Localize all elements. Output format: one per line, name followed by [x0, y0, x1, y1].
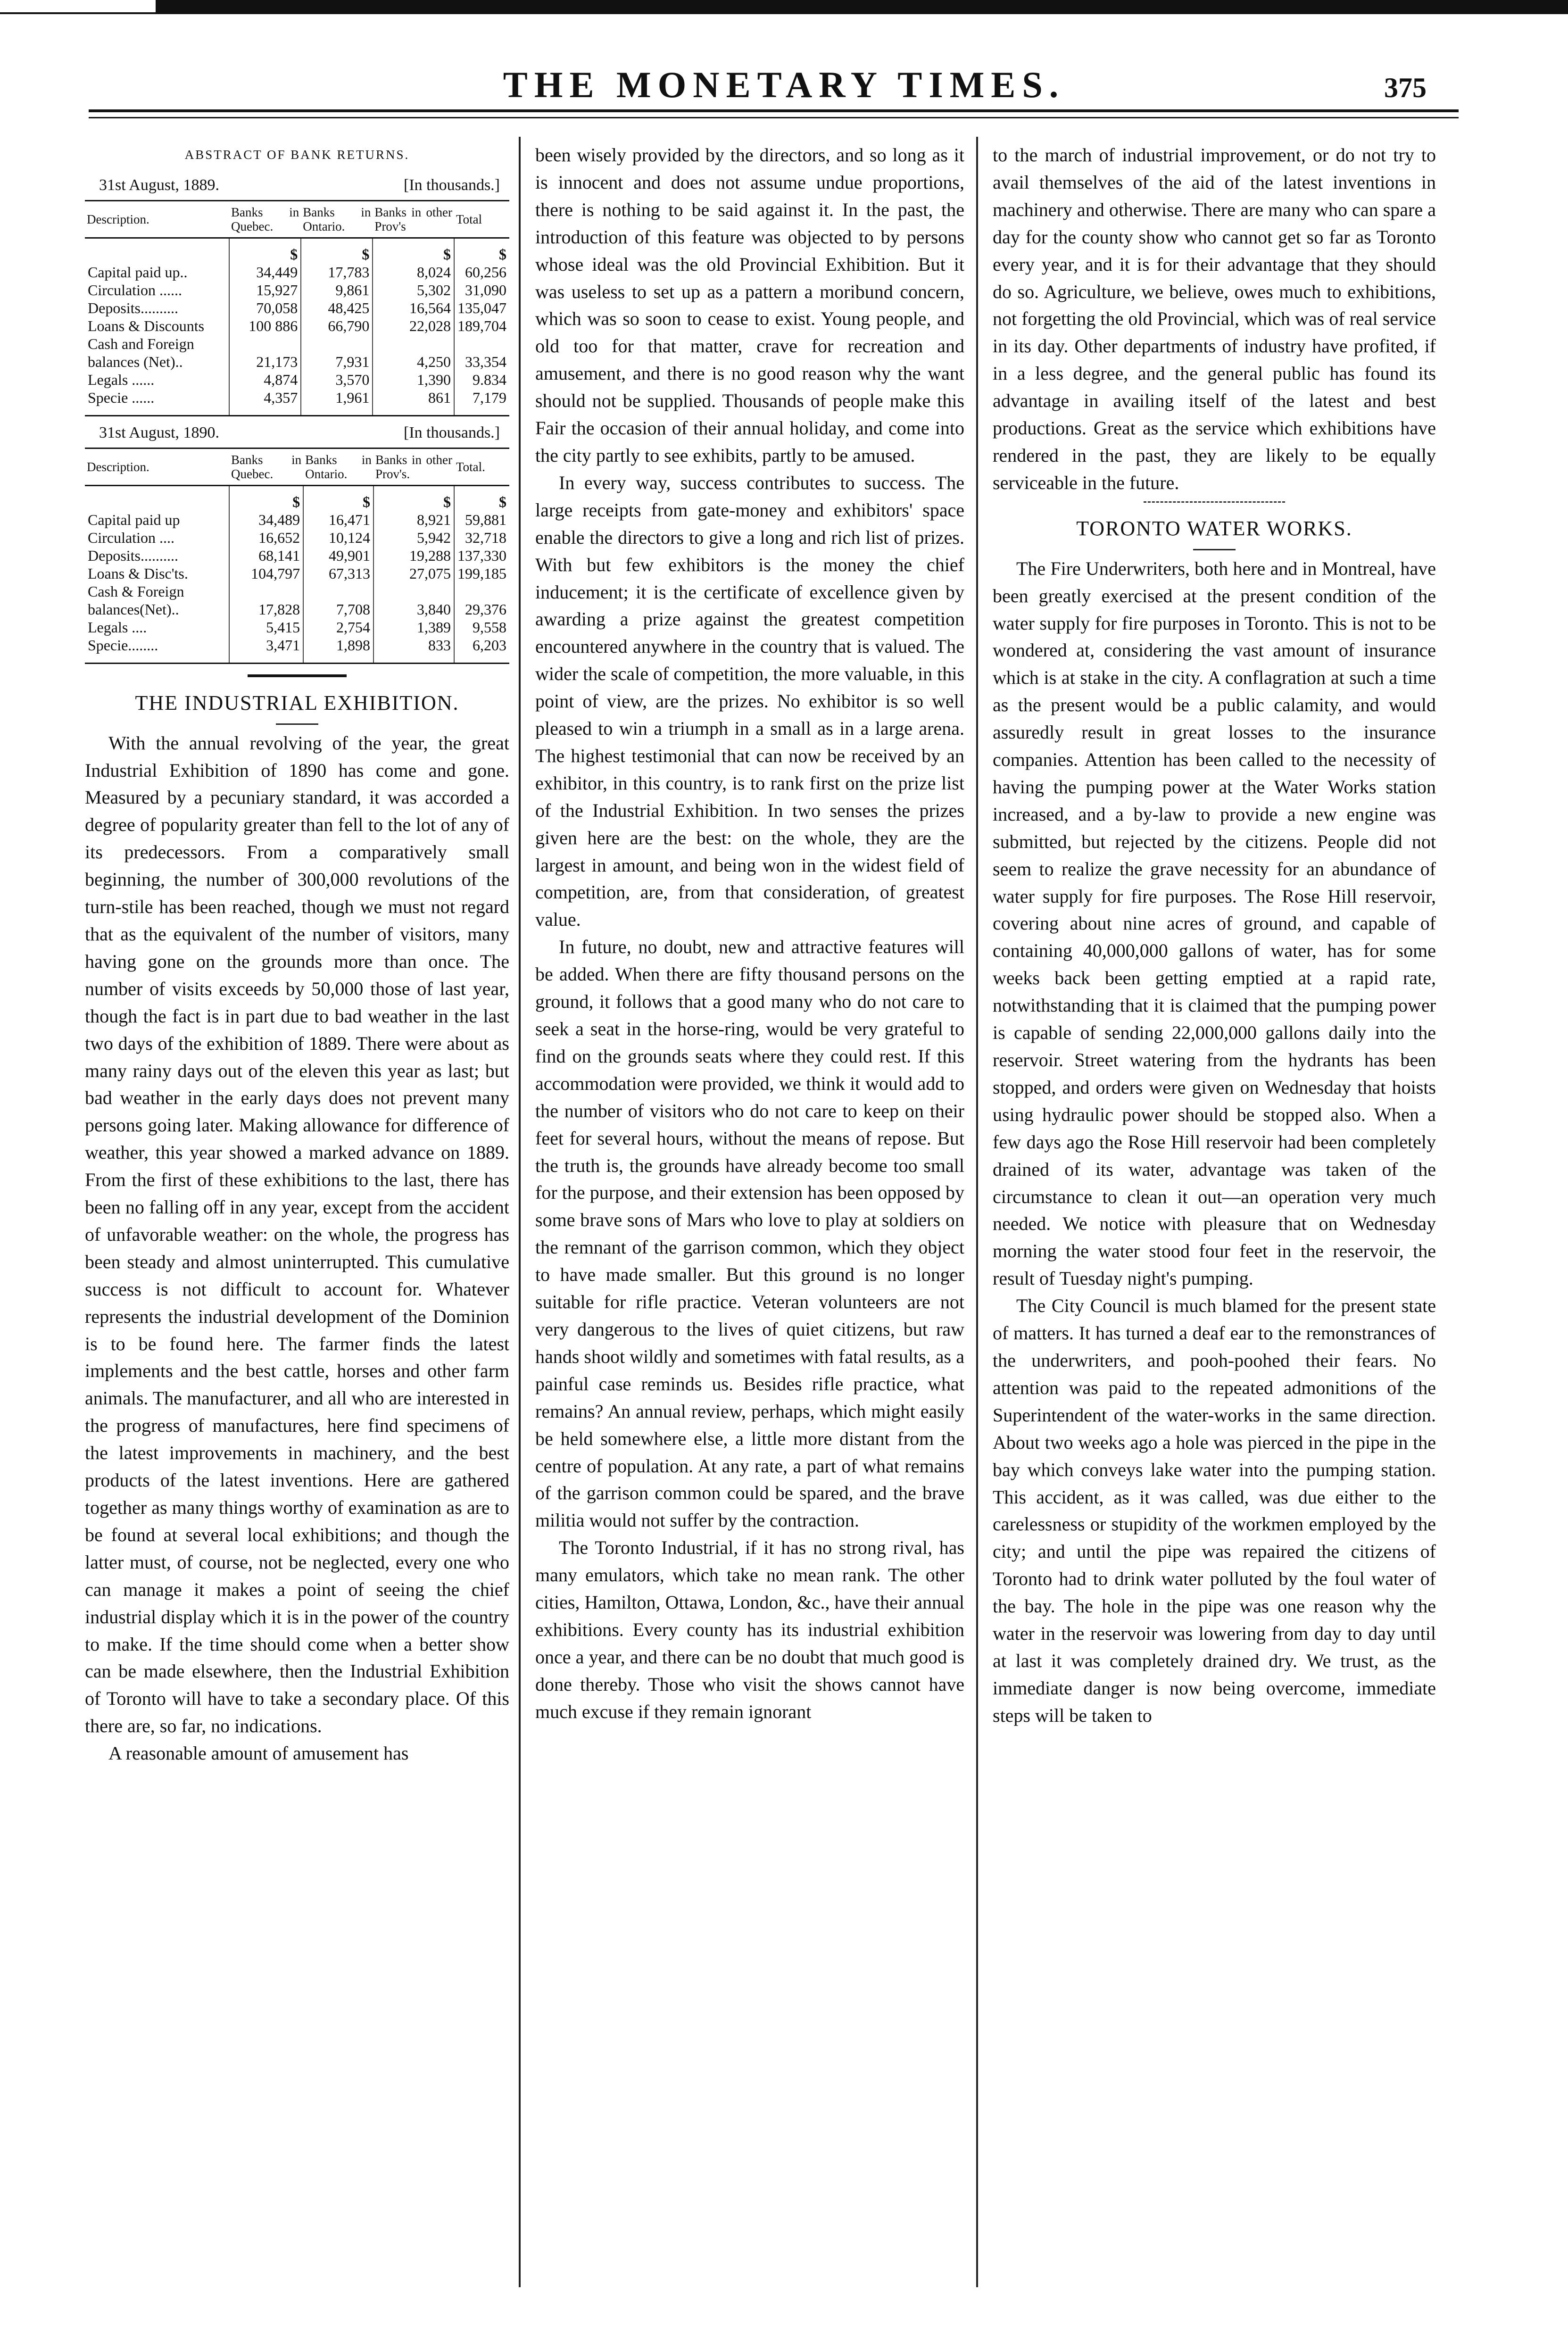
column-header: Total.: [454, 448, 509, 485]
currency-symbol: [85, 238, 229, 263]
article-paragraph: The Fire Underwriters, both here and in Montreal, have been greatly exercised at the present condition of the water supply for fire purposes in Toronto. This is not to be wondered at, considering the vast amount of insurance which is at stake in the city. A conflagration at such a time as the present would be a public calamity, and would assuredly result in great losses to the insurance companies. Attention has been called to the necessity of having the pumping power at the Water Works station increased, and a by-law to provide a new engine was submitted, but rejected by the citizens. People did not seem to realize the grave necessity for an abundance of water supply for fire purposes. The Rose Hill reservoir, covering about nine acres of ground, and capable of containing 40,000,000 gallons of water, has for some weeks back been getting emptied at a rapid rate, notwithstanding that it is claimed that the pumping power is capable of sending 22,000,000 gallons daily into the reservoir. Street watering from the hydrants has been stopped, and orders were given on Wednesday that hoists using hydraulic power should be stopped also. When a few days ago the Rose Hill reservoir had been completely drained of its water, advantage was taken of the circumstance to clean it out—an operation very much needed. We notice with pleasure that on Wednesday morning the water stood four feet in the reservoir, the result of Tuesday night's pumping.: [993, 557, 1436, 1289]
column-separator-2: [976, 137, 978, 2287]
row-label: Specie........: [85, 636, 229, 664]
article-paragraph: been wisely provided by the directors, and so long as it is innocent and does not assume undue proportions, there is nothing to be said against it. In the past, the introduction of this feature was objected to by persons whose ideal was the old Provincial Exhibition. But it was useless to set up as a pattern a moribund concern, which was so soon to cease to exist. Young people, and old too for that matter, crave for recreation and amusement, and there is no good reason why the want should not be supplied. Thousands of people make this Fair the occasion of their annual holiday, and come into the city partly to see exhibits, partly to be amused.: [535, 144, 964, 466]
column-2: [535, 141, 964, 1726]
table-cell: 5,302: [373, 281, 454, 299]
row-label: Capital paid up: [88, 511, 180, 528]
bank-returns-table-1889: [85, 200, 509, 416]
table-cell: 34,489: [229, 511, 303, 529]
table-cell: 3,471: [229, 636, 303, 664]
table-row: [85, 389, 509, 416]
article-paragraph: A reasonable amount of amusement has: [108, 1743, 409, 1764]
table-1890-dateline: [85, 419, 509, 447]
table-cell: 3,570: [301, 371, 373, 389]
table-row: [85, 281, 509, 299]
top-border: [0, 0, 1568, 14]
row-label: Circulation ....: [88, 529, 174, 546]
table-cell: 7,931: [301, 353, 373, 371]
table-cell: 4,874: [229, 371, 301, 389]
row-label: balances (Net)..: [88, 353, 183, 370]
table-row: [85, 371, 509, 389]
table-cell: [454, 582, 509, 600]
table-row: [85, 299, 509, 317]
table-cell: 7,179: [454, 389, 509, 416]
table-cell: 68,141: [229, 547, 303, 564]
row-label: Cash and Foreign: [88, 335, 194, 352]
table-cell: [229, 582, 303, 600]
table-cell: [373, 582, 454, 600]
currency-symbol: $: [454, 238, 509, 263]
table-cell: 49,901: [303, 547, 373, 564]
table-cell: 861: [373, 389, 454, 416]
table-cell: [454, 335, 509, 353]
currency-symbol: [85, 485, 229, 511]
page-number: 375: [1384, 72, 1427, 103]
top-border-gap: [0, 0, 156, 12]
row-label: balances(Net)..: [88, 600, 179, 618]
table-cell: 4,250: [373, 353, 454, 371]
article-heading-industrial-exhibition: THE INDUSTRIAL EXHIBITION.: [135, 691, 459, 714]
masthead-title: THE MONETARY TIMES.: [503, 64, 1065, 105]
table-cell: 48,425: [301, 299, 373, 317]
article-paragraph: In future, no doubt, new and attractive features will be added. When there are fifty thousand persons on the ground, it follows that a good many who do not care to seek a seat in the horse-ring, would be very grateful to find on the grounds seats where they could rest. If this accommodation were provided, we think it would add to the number of visitors who do not care to keep on their feet for several hours, without the means of repose. But the truth is, the grounds have already become too small for the purpose, and their extension has been opposed by some brave sons of Mars who love to play at soldiers on the remnant of the garrison common, which they object to have made smaller. But this ground is no longer suitable for rifle practice. Veteran volunteers are not very dangerous to the lives of quiet citizens, but raw hands shoot wildly and sometimes with fatal results, as a painful case reminds us. Besides rifle practice, what remains? An annual review, perhaps, which might easily be held somewhere else, a little more distant from the centre of population. At any rate, a part of what remains of the garrison common could be spared, and the brave militia would not suffer by the contraction.: [535, 936, 964, 1531]
abstract-title: ABSTRACT OF BANK RETURNS.: [184, 148, 410, 162]
table-row: [85, 618, 509, 636]
table-row: [85, 636, 509, 664]
row-label: Loans & Disc'ts.: [88, 564, 188, 582]
table-row: [85, 529, 509, 547]
table-cell: 60,256: [454, 263, 509, 281]
currency-symbol: $: [301, 238, 373, 263]
heading-underline: [276, 723, 318, 725]
table-cell: 31,090: [454, 281, 509, 299]
table-cell: 3,840: [373, 600, 454, 618]
table-cell: 199,185: [454, 564, 509, 582]
header-rule-thin: [89, 117, 1459, 118]
article-paragraph: The Toronto Industrial, if it has no strong rival, has many emulators, which take no mean rank. The other cities, Hamilton, Ottawa, London, &c., have their annual exhibitions. Every county has its industrial exhibition once a year, and there can be no doubt that much good is done thereby. Those who visit the shows cannot have much excuse if they remain ignorant: [535, 1537, 964, 1722]
table-cell: 5,942: [373, 529, 454, 547]
table-cell: 15,927: [229, 281, 301, 299]
currency-symbol: $: [229, 485, 303, 511]
table-row: [85, 335, 509, 353]
table-cell: 27,075: [373, 564, 454, 582]
table-cell: [301, 335, 373, 353]
column-header: Banks in Quebec.: [229, 448, 303, 485]
table-cell: 29,376: [454, 600, 509, 618]
table-cell: 9.834: [454, 371, 509, 389]
row-label: Legals ......: [88, 371, 155, 388]
table-1889-dateline: [85, 172, 509, 199]
table-cell: 7,708: [303, 600, 373, 618]
table-cell: 1,389: [373, 618, 454, 636]
table-cell: [303, 582, 373, 600]
row-label: Loans & Discounts: [88, 317, 205, 334]
row-label: Capital paid up..: [88, 263, 188, 281]
table-1890-date: 31st August, 1890.: [99, 423, 220, 441]
table-cell: 70,058: [229, 299, 301, 317]
row-label: Deposits..........: [88, 547, 178, 564]
table-cell: 833: [373, 636, 454, 664]
table-cell: 1,898: [303, 636, 373, 664]
column-1: [85, 141, 509, 1767]
table-cell: 19,288: [373, 547, 454, 564]
table-cell: 8,024: [373, 263, 454, 281]
column-header-description: Description.: [85, 448, 229, 485]
table-cell: 66,790: [301, 317, 373, 335]
table-cell: 22,028: [373, 317, 454, 335]
article-paragraph: In every way, success contributes to success. The large receipts from gate-money and exhibitors' space enable the directors to give a long and rich list of prizes. With but few exhibitors is the money the chief inducement; it is the certificate of excellence given by awarding a prize against the greatest competition encountered anywhere in the country that is valued. The wider the scale of competition, the more valuable, in this point of view, are the prizes. No exhibitor is so well pleased to win a triumph in a small as in a large arena. The highest testimonial that can now be received by an exhibitor, in this country, is to rank first on the prize list of the Industrial Exhibition. In two senses the prizes given here are the best: on the whole, they are the largest in amount, and being won in the widest field of competition, are, from that consideration, of greatest value.: [535, 472, 964, 930]
table-cell: 5,415: [229, 618, 303, 636]
table-row: [85, 511, 509, 529]
column-header: Banks in other Prov's: [373, 200, 454, 238]
column-header: Total: [454, 200, 509, 238]
column-header: Banks in Ontario.: [301, 200, 373, 238]
column-separator-1: [519, 137, 521, 2287]
article-paragraph: The City Council is much blamed for the present state of matters. It has turned a deaf ear to the remonstrances of the underwriters, and pooh-poohed their fears. No attention was paid to the repeated admonitions of the Superintendent of the water-works in the same direction. About two weeks ago a hole was pierced in the pipe in the bay which conveys lake water into the pumping station. This accident, as it was called, was due either to the carelessness or stupidity of the workmen employed by the city; and until the pipe was repaired the citizens of Toronto had to drink water polluted by the foul water of the bay. The hole in the pipe was one reason why the water in the reservoir was lowering from day to day until at last it was completely drained dry. We trust, as the immediate danger is now being overcome, immediate steps will be taken to: [993, 1295, 1436, 1726]
currency-row: [85, 485, 509, 511]
table-1889-unit: [In thousands.]: [404, 176, 500, 194]
row-label: Cash & Foreign: [88, 582, 184, 600]
table-cell: 59,881: [454, 511, 509, 529]
table-row: [85, 582, 509, 600]
article-paragraph: With the annual revolving of the year, the great Industrial Exhibition of 1890 has come and gone. Measured by a pecuniary standard, it was accorded a degree of popularity greater than fell to the lot of any of its predecessors. From a comparatively small beginning, the number of 300,000 revolutions of the turn-stile has been reached, though we must not regard that as the equivalent of the number of visitors, many having gone on the grounds more than once. The number of visits exceeds by 50,000 those of last year, though the fact is in part due to bad weather in the last two days of the exhibition of 1889. There were about as many rainy days out of the eleven this year as last; but bad weather in the early days does not prevent many persons going later. Making allowance for difference of weather, this year showed a marked advance on 1889. From the first of these exhibitions to the last, there has been no falling off in any year, except from the accident of unfavorable weather: on the whole, the progress has been steady and almost uninterrupted. This cumulative success is not difficult to account for. Whatever represents the industrial development of the Dominion is to be found here. The farmer finds the latest implements and the best cattle, horses and other farm animals. The manufacturer, and all who are interested in the progress of manufactures, here find specimens of the latest improvements in machinery, and the best products of the latest inventions. Here are gathered together as many things worthy of examination as are to be found at several local exhibitions; and though the latter must, of course, not be neglected, every one who can manage it makes a point of seeing the chief industrial display which it is in the power of the country to make. If the time should come when a better show can be made elsewhere, then the Industrial Exhibition of Toronto will have to take a secondary place. Of this there are, so far, no indications.: [85, 732, 509, 1737]
table-row: [85, 353, 509, 371]
table-cell: 1,961: [301, 389, 373, 416]
table-cell: 16,564: [373, 299, 454, 317]
table-cell: 21,173: [229, 353, 301, 371]
table-cell: 16,471: [303, 511, 373, 529]
table-cell: 2,754: [303, 618, 373, 636]
table-cell: 4,357: [229, 389, 301, 416]
table-cell: 6,203: [454, 636, 509, 664]
table-cell: 34,449: [229, 263, 301, 281]
table-row: [85, 263, 509, 281]
table-cell: 104,797: [229, 564, 303, 582]
table-cell: [373, 335, 454, 353]
currency-symbol: $: [373, 485, 454, 511]
table-cell: 135,047: [454, 299, 509, 317]
table-cell: 33,354: [454, 353, 509, 371]
article-paragraph: to the march of industrial improvement, or do not try to avail themselves of the aid of the latest inventions in machinery and otherwise. There are many who can spare a day for the county show who cannot get so far as Toronto every year, and it is for their advantage that they should do so. Agriculture, we believe, owes much to exhibitions, not forgetting the old Provincial, which was of real service in its day. Other departments of industry have profited, if in a less degree, and the general public has found its advantage in availing itself of the latest and best productions. Great as the service which exhibitions have rendered in the past, they are likely to be equally serviceable in the future.: [993, 144, 1436, 493]
table-cell: 32,718: [454, 529, 509, 547]
row-label: Legals ....: [88, 618, 147, 636]
currency-symbol: $: [454, 485, 509, 511]
currency-symbol: $: [373, 238, 454, 263]
table-cell: 10,124: [303, 529, 373, 547]
section-divider: [1144, 501, 1285, 503]
row-label: Circulation ......: [88, 281, 182, 299]
table-row: [85, 600, 509, 618]
table-cell: 17,828: [229, 600, 303, 618]
header-rule-thick: [89, 109, 1459, 112]
heading-underline: [1193, 549, 1236, 550]
table-cell: 137,330: [454, 547, 509, 564]
currency-symbol: $: [229, 238, 301, 263]
column-header-description: Description.: [85, 200, 229, 238]
column-header: Banks in Ontario.: [303, 448, 373, 485]
column-header: Banks in other Prov's.: [373, 448, 454, 485]
table-cell: 9,558: [454, 618, 509, 636]
bank-returns-table-1890: [85, 448, 509, 664]
table-cell: [229, 335, 301, 353]
table-cell: 16,652: [229, 529, 303, 547]
currency-row: [85, 238, 509, 263]
table-cell: 1,390: [373, 371, 454, 389]
table-row: [85, 564, 509, 582]
table-cell: 100 886: [229, 317, 301, 335]
section-divider: [248, 674, 347, 677]
table-1889-date: 31st August, 1889.: [99, 176, 220, 194]
article-heading-toronto-water-works: TORONTO WATER WORKS.: [1076, 516, 1352, 540]
table-cell: 189,704: [454, 317, 509, 335]
table-1890-unit: [In thousands.]: [404, 423, 500, 441]
table-cell: 8,921: [373, 511, 454, 529]
row-label: Specie ......: [85, 389, 229, 416]
table-cell: 67,313: [303, 564, 373, 582]
row-label: Deposits..........: [88, 299, 178, 316]
column-header: Banks in Quebec.: [229, 200, 301, 238]
table-row: [85, 547, 509, 564]
table-row: [85, 317, 509, 335]
table-cell: 17,783: [301, 263, 373, 281]
column-3: [993, 141, 1436, 1729]
currency-symbol: $: [303, 485, 373, 511]
table-cell: 9,861: [301, 281, 373, 299]
